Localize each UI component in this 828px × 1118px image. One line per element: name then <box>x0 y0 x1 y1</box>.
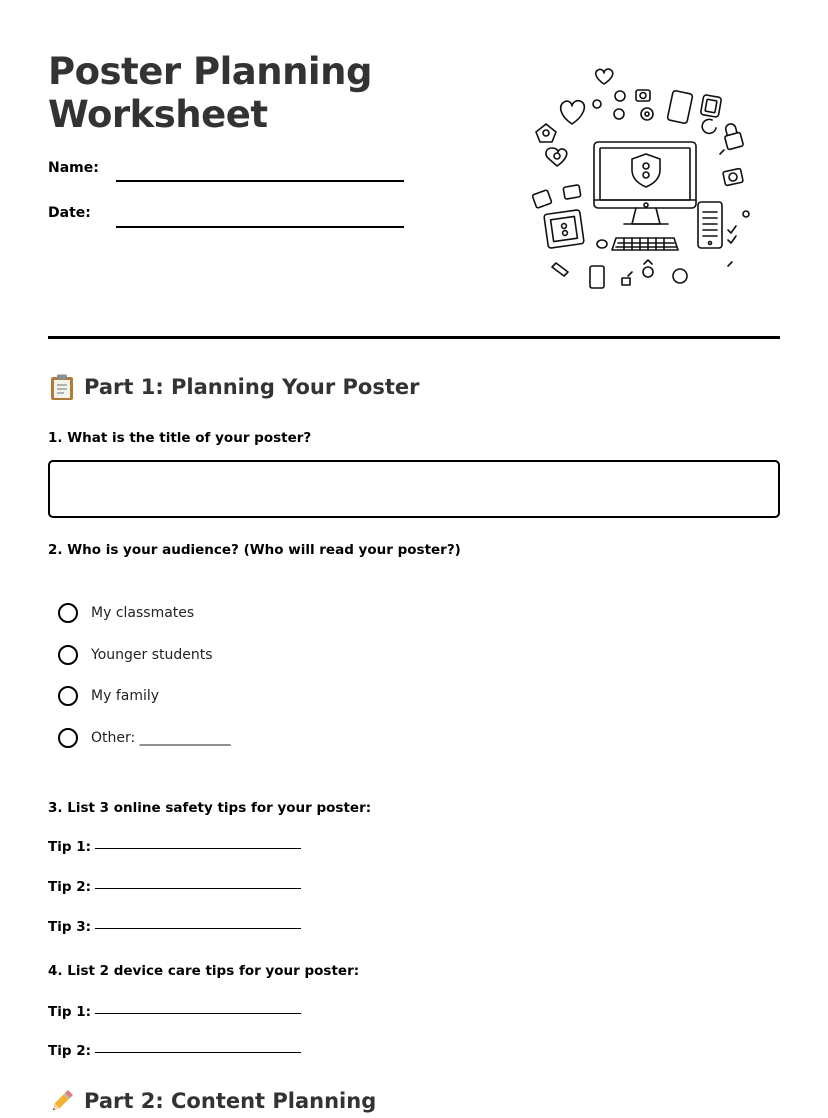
question-4: 4. List 2 device care tips for your poster: <box>48 963 360 979</box>
question-3: 3. List 3 online safety tips for your poster: <box>48 800 372 816</box>
audience-option-label: Younger students <box>91 647 213 663</box>
device-tip-row <box>48 1043 301 1059</box>
radio-button[interactable] <box>58 728 78 748</box>
radio-button[interactable] <box>58 603 78 623</box>
name-field[interactable] <box>116 180 404 182</box>
tip-label: Tip 2: <box>48 1043 91 1059</box>
audience-option-label: My classmates <box>91 605 195 621</box>
tip-answer-line[interactable] <box>95 848 301 849</box>
poster-title-input[interactable] <box>48 460 780 518</box>
safety-tip-row <box>48 919 301 935</box>
page-title <box>48 50 468 136</box>
tip-answer-line[interactable] <box>95 928 301 929</box>
part-2-heading-text: Part 2: Content Planning <box>84 1089 377 1113</box>
safety-tip-row <box>48 839 301 855</box>
clipboard-icon <box>48 373 76 401</box>
tip-label: Tip 1: <box>48 1004 91 1020</box>
question-2: 2. Who is your audience? (Who will read your poster?) <box>48 542 461 558</box>
title-line-1: Poster Planning <box>48 50 372 93</box>
title-line-2: Worksheet <box>48 93 268 136</box>
date-field[interactable] <box>116 226 404 228</box>
device-tip-row <box>48 1004 301 1020</box>
section-divider <box>48 336 780 339</box>
tip-label: Tip 2: <box>48 879 91 895</box>
pencil-icon <box>48 1087 76 1115</box>
part-1-heading-text: Part 1: Planning Your Poster <box>84 375 420 399</box>
audience-option[interactable] <box>58 728 231 748</box>
audience-option[interactable] <box>58 603 194 623</box>
audience-option-label: My family <box>91 688 160 704</box>
audience-option-label: Other: _____________ <box>91 730 231 746</box>
question-1: 1. What is the title of your poster? <box>48 430 312 446</box>
safety-tip-row <box>48 879 301 895</box>
part-2-heading <box>48 1087 376 1115</box>
computer-devices-safety-icon <box>524 62 764 297</box>
tip-answer-line[interactable] <box>95 1013 301 1014</box>
date-label: Date: <box>48 205 91 221</box>
audience-option[interactable] <box>58 645 213 665</box>
radio-button[interactable] <box>58 645 78 665</box>
tip-answer-line[interactable] <box>95 888 301 889</box>
tip-answer-line[interactable] <box>95 1052 301 1053</box>
tip-label: Tip 3: <box>48 919 91 935</box>
name-label: Name: <box>48 160 99 176</box>
part-1-heading <box>48 373 419 401</box>
radio-button[interactable] <box>58 686 78 706</box>
audience-option[interactable] <box>58 686 159 706</box>
tip-label: Tip 1: <box>48 839 91 855</box>
